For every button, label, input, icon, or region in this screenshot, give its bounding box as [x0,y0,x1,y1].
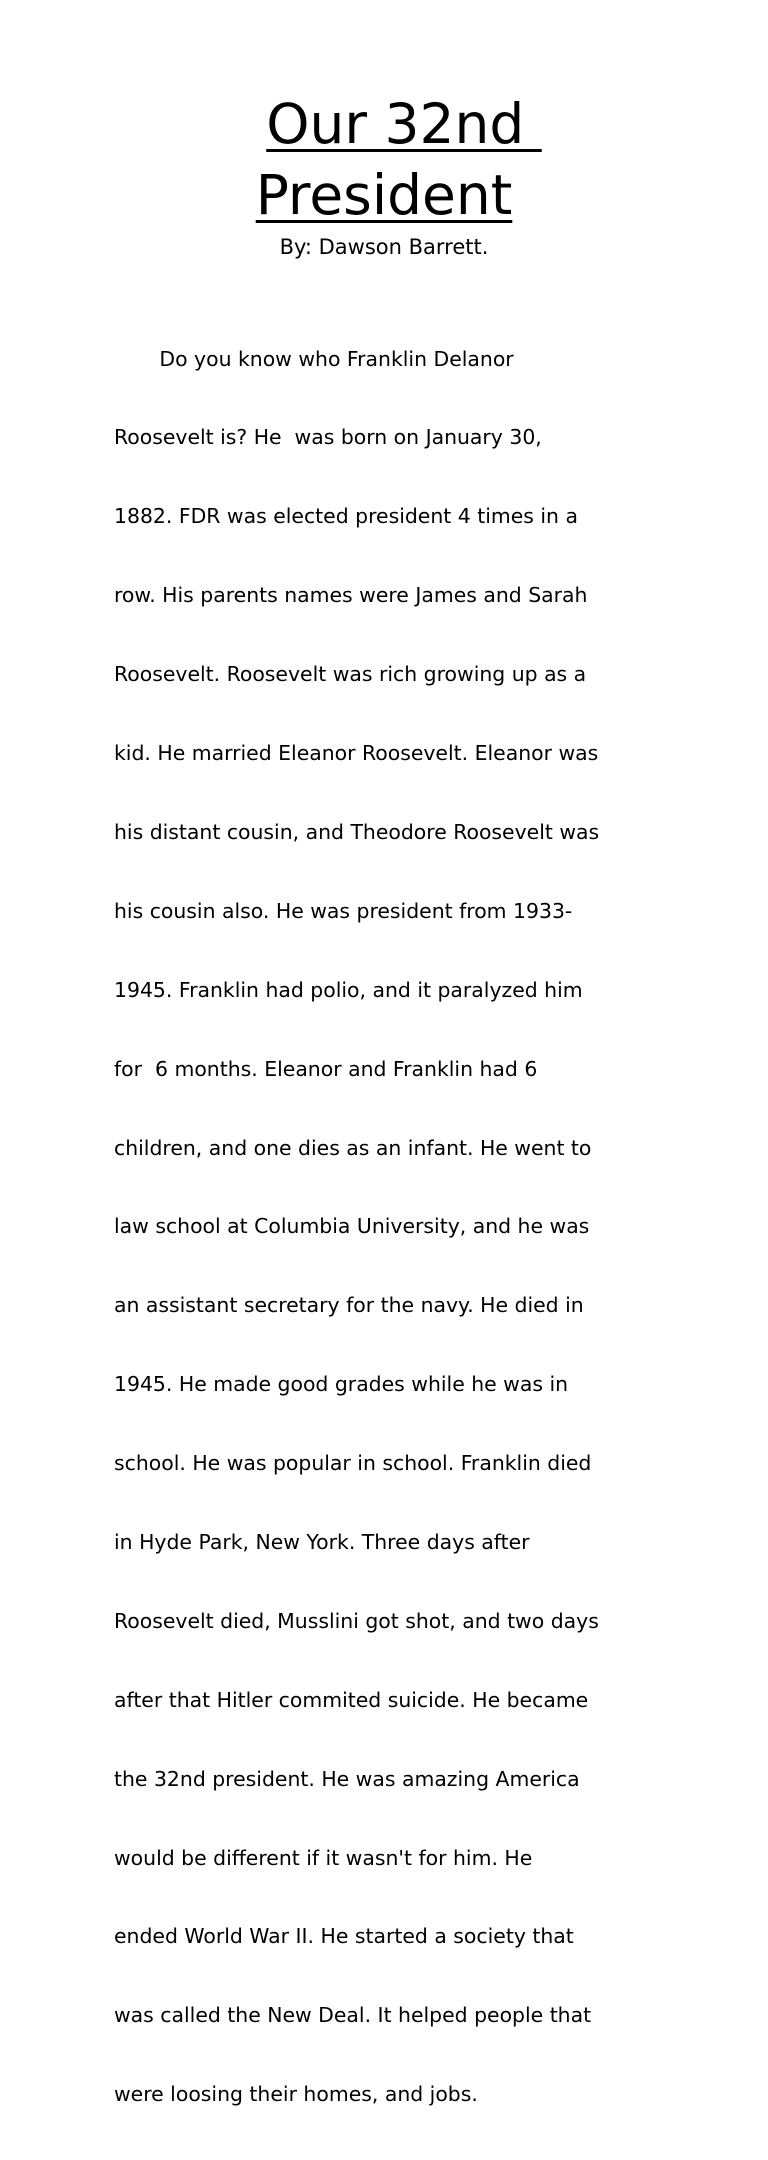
body-line: his distant cousin, and Theodore Roosevelt was [114,819,600,844]
body-line: Roosevelt. Roosevelt was rich growing up as a [114,662,587,687]
body-line: in Hyde Park, New York. Three days after [114,1529,530,1554]
body-line: 1945. Franklin had polio, and it paralyzed him [114,977,583,1002]
body-line: law school at Columbia University, and he was [114,1214,590,1239]
body-line: Do you know who Franklin Delanor [114,346,514,371]
body-line: Roosevelt died, Musslini got shot, and two days [114,1608,599,1633]
body-line: 1945. He made good grades while he was in [114,1372,569,1397]
body-line: children, and one dies as an infant. He went to [114,1135,592,1160]
body-paragraph [114,293,674,2160]
body-line: ended World War II. He started a society that [114,1924,574,1949]
body-line: the 32nd president. He was amazing America [114,1766,580,1791]
body-line: Roosevelt is? He was born on January 30, [114,425,542,450]
body-line: were loosing their homes, and jobs. [114,2082,478,2107]
body-line: kid. He married Eleanor Roosevelt. Eleanor was [114,741,599,766]
title-line-2: President [255,163,513,227]
title-line-1: Our 32nd [266,92,542,156]
body-line: was called the New Deal. It helped people that [114,2003,592,2028]
body-line: would be different if it wasn't for him. He [114,1845,533,1870]
body-line: for 6 months. Eleanor and Franklin had 6 [114,1056,538,1081]
body-line: 1882. FDR was elected president 4 times in a [114,504,578,529]
body-line: an assistant secretary for the navy. He died in [114,1293,584,1318]
body-line: after that Hitler commited suicide. He became [114,1687,589,1712]
byline: By: Dawson Barrett. [279,235,489,259]
body-line: row. His parents names were James and Sarah [114,583,588,608]
body-line: school. He was popular in school. Franklin died [114,1451,592,1476]
body-line: his cousin also. He was president from 1933- [114,898,573,923]
